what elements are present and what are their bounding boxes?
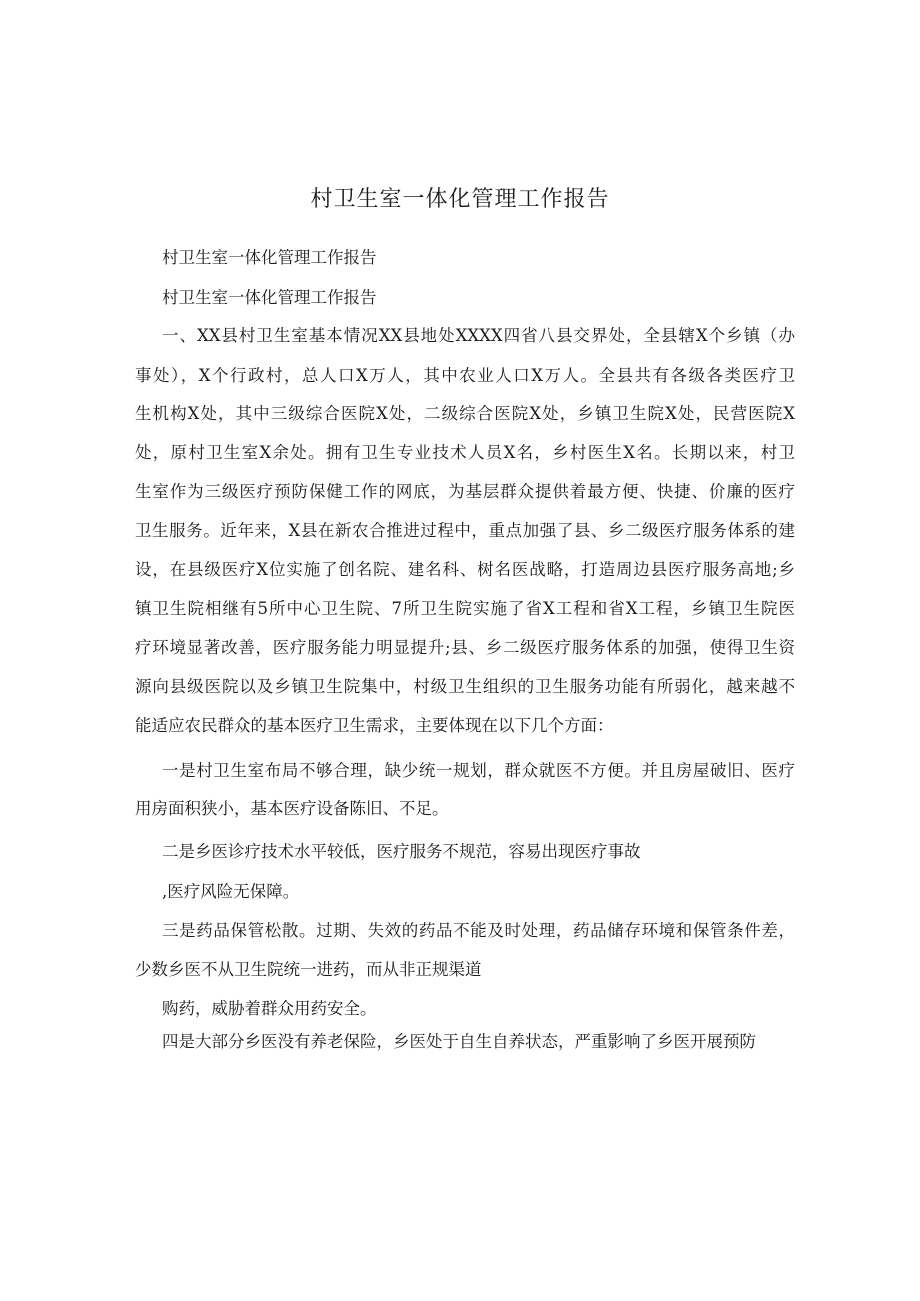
para1-line: 卫生服务。近年来，X县在新农合推进过程中，重点加强了县、乡二级医疗服务体系的建: [135, 521, 795, 540]
para2-line: 一是村卫生室布局不够合理，缺少统一规划，群众就医不方便。并且房屋破旧、医疗: [162, 761, 795, 780]
para4-line: 三是药品保管松散。过期、失效的药品不能及时处理，药品储存环境和保管条件差，: [162, 921, 795, 940]
para1-line: 镇卫生院相继有5所中心卫生院、7所卫生院实施了省X工程和省X工程，乡镇卫生院医: [135, 599, 795, 618]
para1-line: 设，在县级医疗X位实施了创名院、建名科、树名医战略，打造周边县医疗服务高地;乡: [135, 560, 795, 579]
para4-line: 少数乡医不从卫生院统一进药，而从非正规渠道: [135, 960, 482, 979]
para1-line: 生室作为三级医疗预防保健工作的网底，为基层群众提供着最方便、快捷、价廉的医疗: [135, 482, 795, 501]
subtitle-line-1: 村卫生室一体化管理工作报告: [162, 248, 377, 267]
para1-line: 生机构X处，其中三级综合医院X处，二级综合医院X处，乡镇卫生院X处，民营医院X: [135, 404, 795, 423]
para3-line-2: ,医疗风险无保障。: [162, 882, 300, 901]
para3-line-1: 二是乡医诊疗技术水平较低，医疗服务不规范，容易出现医疗事故: [162, 842, 641, 861]
para1-line: 源向县级医院以及乡镇卫生院集中，村级卫生组织的卫生服务功能有所弱化，越来越不: [135, 677, 795, 696]
para1-line: 一、XX县村卫生室基本情况XX县地处XXXX四省八县交界处，全县辖X个乡镇（办: [162, 326, 795, 345]
para5-line: 四是大部分乡医没有养老保险，乡医处于自生自养状态，严重影响了乡医开展预防: [162, 1032, 756, 1051]
subtitle-line-2: 村卫生室一体化管理工作报告: [162, 288, 377, 307]
para1-line: 处，原村卫生室X余处。拥有卫生专业技术人员X名，乡村医生X名。长期以来，村卫: [135, 443, 795, 462]
para4-continuation: 购药，威胁着群众用药安全。: [162, 999, 377, 1018]
para2-line: 用房面积狭小，基本医疗设备陈旧、不足。: [135, 799, 449, 818]
para1-line: 事处），X个行政村，总人口X万人，其中农业人口X万人。全县共有各级各类医疗卫: [135, 366, 795, 385]
para1-line: 疗环境显著改善，医疗服务能力明显提升;县、乡二级医疗服务体系的加强，使得卫生资: [135, 638, 795, 657]
para1-line: 能适应农民群众的基本医疗卫生需求，主要体现在以下几个方面：: [135, 716, 614, 735]
document-title: 村卫生室一体化管理工作报告: [310, 187, 610, 212]
